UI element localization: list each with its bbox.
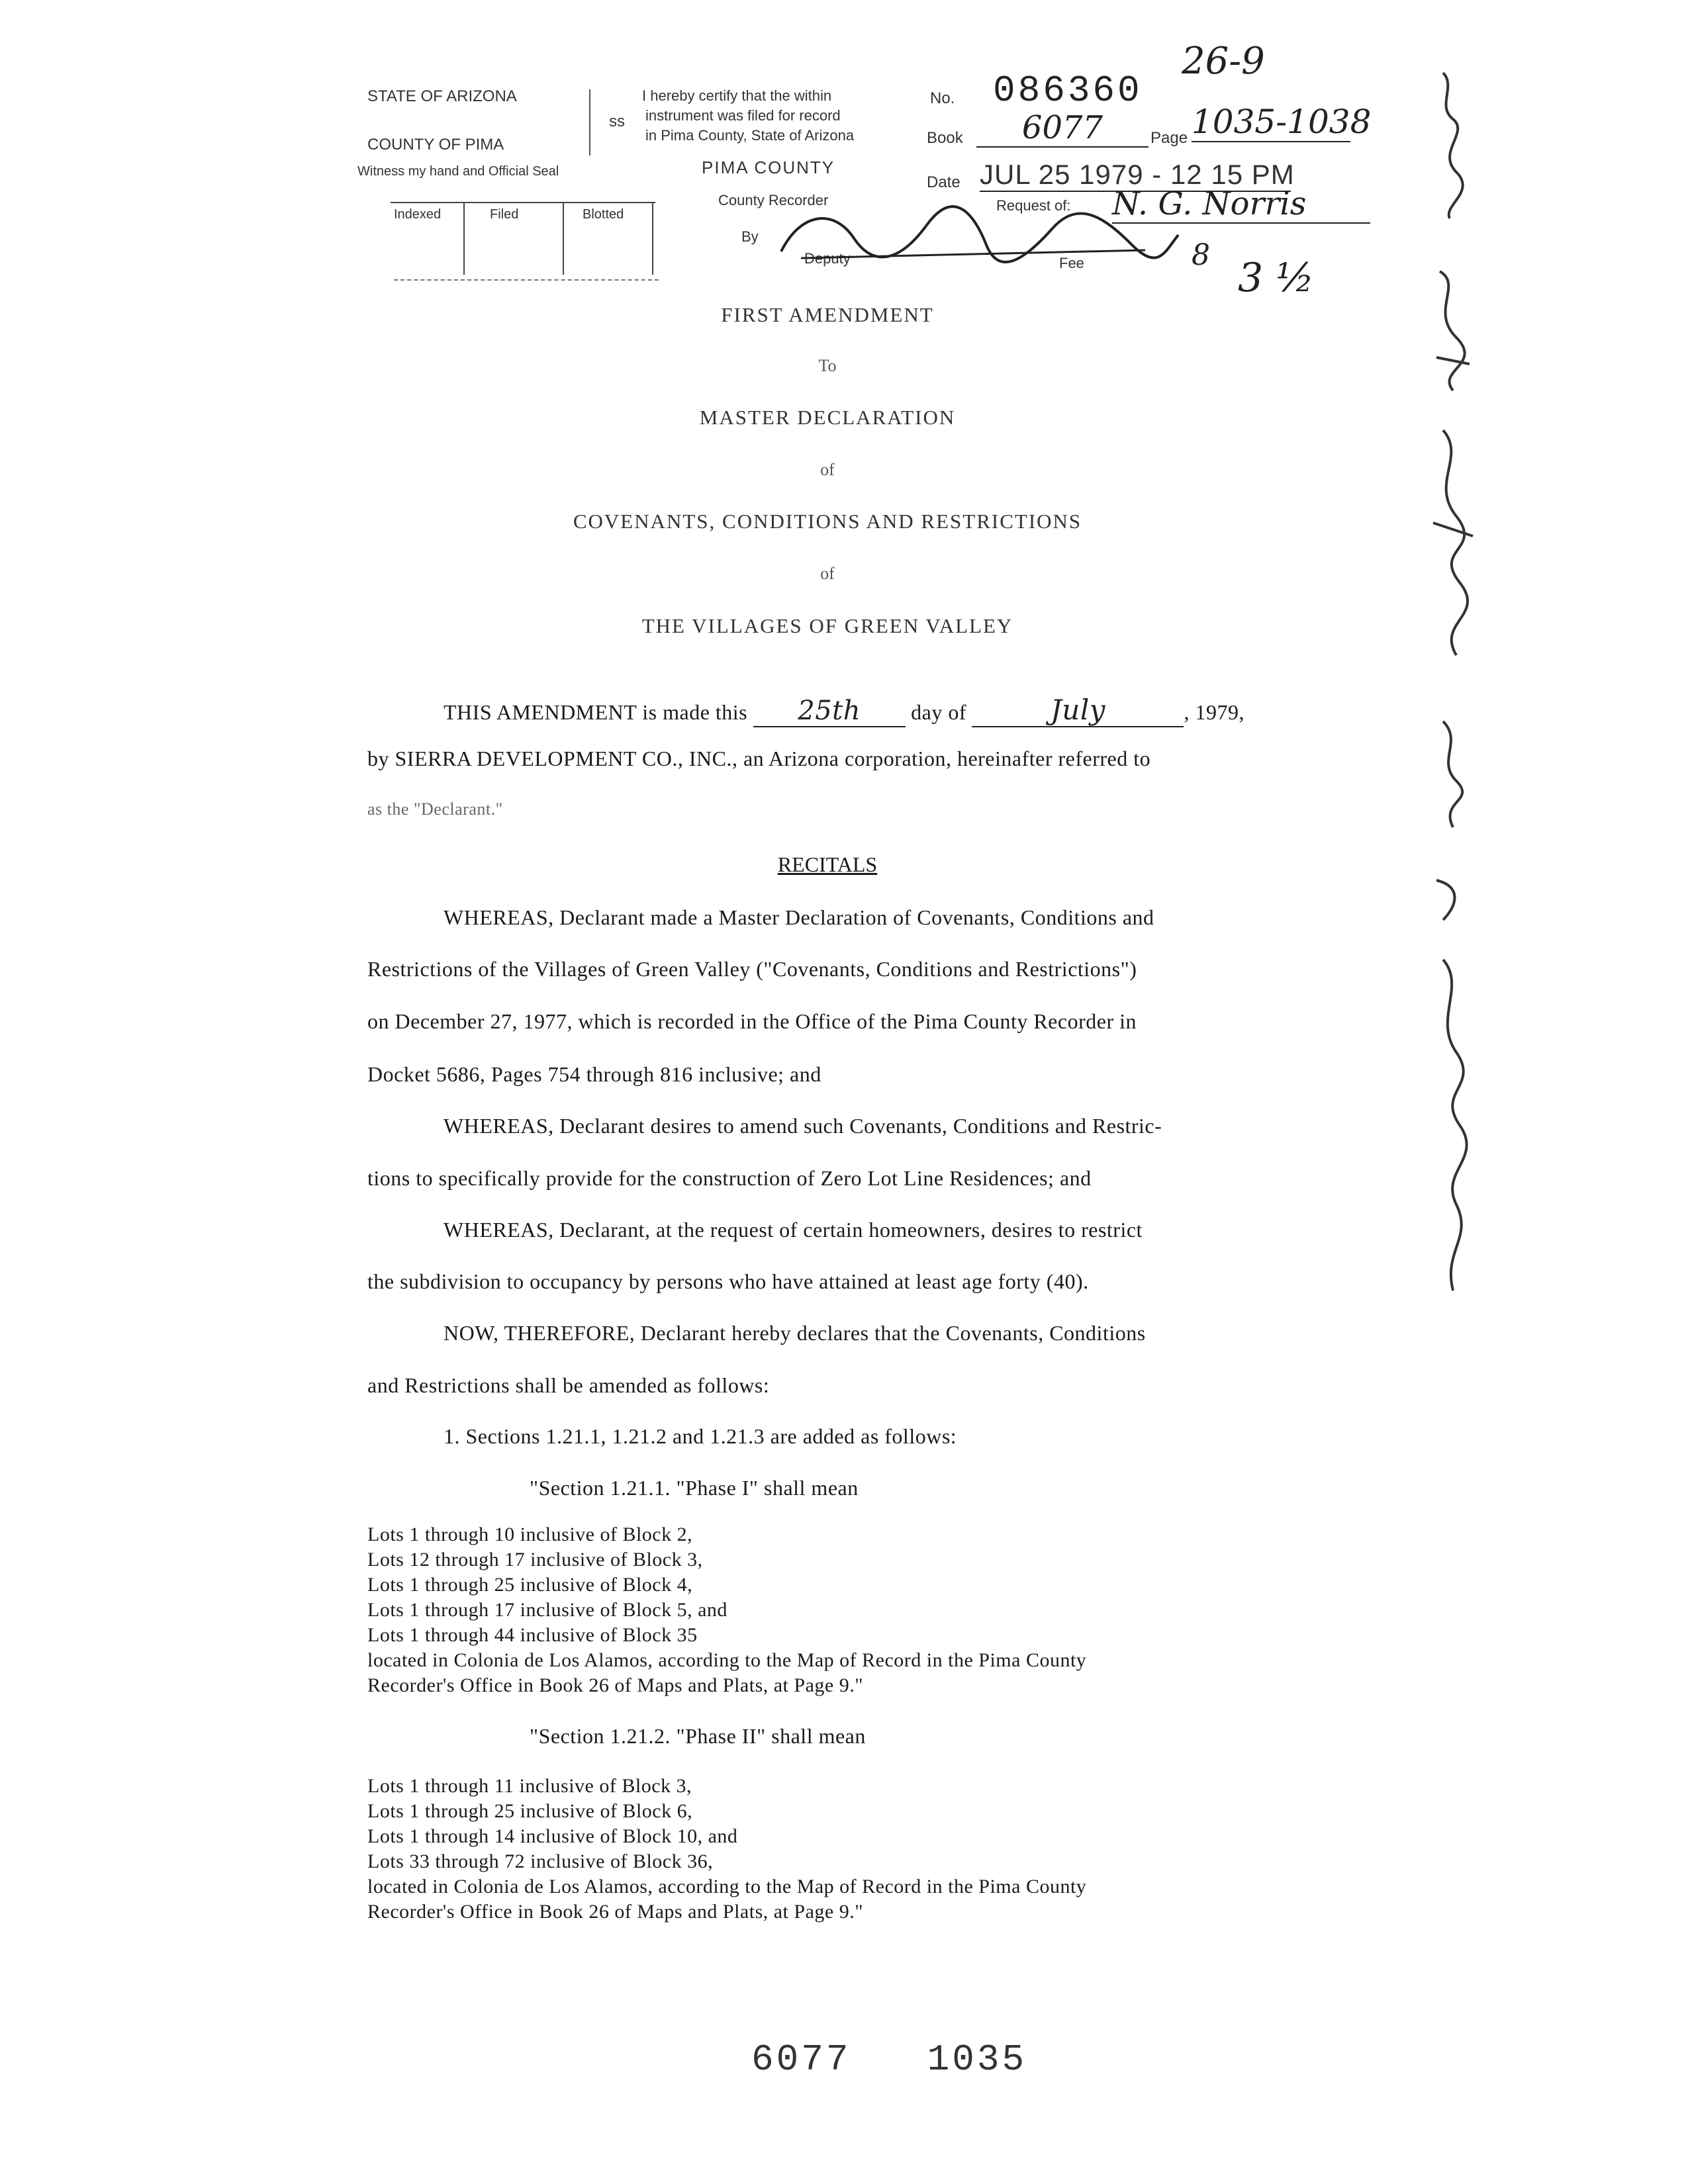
stamp-book-label: Book	[927, 129, 963, 147]
title-line-6: of	[820, 564, 835, 583]
body-line-8: the subdivision to occupancy by persons who have attained at least age forty (40).	[367, 1269, 1089, 1293]
section-1-list	[367, 1522, 1086, 1698]
stamp-fee-note: 3 ½	[1238, 255, 1315, 301]
footer-page-number: 1035	[927, 2038, 1027, 2081]
preamble-line-2: by SIERRA DEVELOPMENT CO., INC., an Arizona corporation, hereinafter referred to	[367, 747, 1151, 770]
section-1-line: Lots 1 through 25 inclusive of Block 4,	[367, 1574, 693, 1596]
stamp-request-value: N. G. Norris	[1112, 185, 1370, 224]
stamp-indexed-label: Indexed	[394, 207, 442, 222]
stamp-state: STATE OF ARIZONA	[367, 87, 517, 105]
stamp-seal-line: Witness my hand and Official Seal	[357, 164, 559, 179]
section-2-line: Lots 1 through 14 inclusive of Block 10, and	[367, 1825, 738, 1847]
body-line-3: on December 27, 1977, which is recorded in the Office of the Pima County Recorder in	[367, 1009, 1137, 1033]
body-line-4: Docket 5686, Pages 754 through 816 inclusive; and	[367, 1062, 821, 1086]
footer-book-page	[751, 2038, 1027, 2081]
body-line-7: WHEREAS, Declarant, at the request of certain homeowners, desires to restrict	[444, 1218, 1143, 1242]
stamp-fee-value: 8	[1192, 238, 1210, 272]
stamp-by-label: By	[741, 228, 759, 245]
top-handwritten-note: 26-9	[1182, 40, 1265, 83]
section-1-line: Lots 1 through 44 inclusive of Block 35	[367, 1624, 698, 1646]
section-2-line: Lots 1 through 11 inclusive of Block 3,	[367, 1775, 692, 1797]
title-line-7: THE VILLAGES OF GREEN VALLEY	[641, 614, 1013, 637]
section-1-heading: "Section 1.21.1. "Phase I" shall mean	[530, 1476, 859, 1500]
stamp-filed-label: Filed	[490, 207, 519, 222]
body-line-5: WHEREAS, Declarant desires to amend such Covenants, Conditions and Restric-	[444, 1114, 1162, 1138]
section-1-line: Lots 1 through 17 inclusive of Block 5, and	[367, 1599, 727, 1621]
stamp-page-value: 1035-1038	[1192, 103, 1372, 141]
section-2-line: Recorder's Office in Book 26 of Maps and Plats, at Page 9."	[367, 1901, 863, 1923]
stamp-divider	[394, 279, 659, 281]
body-line-2: Restrictions of the Villages of Green Valley ("Covenants, Conditions and Restrictions")	[367, 957, 1137, 981]
stamp-blotted-label: Blotted	[583, 207, 624, 222]
stamp-brace	[589, 89, 594, 156]
section-1-line: Lots 12 through 17 inclusive of Block 3,	[367, 1549, 703, 1570]
title-line-5: COVENANTS, CONDITIONS AND RESTRICTIONS	[573, 510, 1082, 533]
margin-handwriting	[1417, 60, 1496, 1317]
title-line-4: of	[820, 460, 835, 479]
stamp-date-value: JUL 25 1979 - 12 15 PM	[980, 159, 1291, 192]
stamp-request-label: Request of:	[996, 197, 1071, 214]
stamp-no-label: No.	[930, 89, 955, 107]
section-2-line: located in Colonia de Los Alamos, according to the Map of Record in the Pima County	[367, 1876, 1087, 1897]
title-line-2: To	[818, 356, 837, 375]
body-line-10: and Restrictions shall be amended as follows:	[367, 1373, 770, 1397]
stamp-certify-3: in Pima County, State of Arizona	[645, 127, 855, 144]
section-2-heading: "Section 1.21.2. "Phase II" shall mean	[530, 1724, 866, 1748]
section-1-line: located in Colonia de Los Alamos, according to the Map of Record in the Pima County	[367, 1649, 1087, 1671]
stamp-deputy-label: Deputy	[804, 250, 851, 267]
stamp-fee-label: Fee	[1059, 255, 1084, 271]
stamp-certify-2: instrument was filed for record	[645, 107, 841, 124]
preamble-month: July	[972, 694, 1184, 727]
stamp-checkbox-grid	[391, 202, 655, 281]
stamp-ss: ss	[609, 113, 625, 130]
section-2-line: Lots 1 through 25 inclusive of Block 6,	[367, 1800, 693, 1822]
stamp-date-label: Date	[927, 173, 961, 191]
stamp-county-recorder: County Recorder	[718, 192, 829, 208]
preamble-line-1	[444, 694, 1244, 727]
preamble-line-3: as the "Declarant."	[367, 799, 503, 819]
deputy-signature	[774, 199, 1185, 271]
stamp-certify-1: I hereby certify that the within	[642, 87, 832, 104]
section-1-line: Recorder's Office in Book 26 of Maps and Plats, at Page 9."	[367, 1674, 863, 1696]
document-number: 086360	[993, 69, 1143, 112]
recitals-heading: RECITALS	[777, 852, 878, 876]
body-line-1: WHEREAS, Declarant made a Master Declaration of Covenants, Conditions and	[444, 905, 1154, 929]
title-line-3: MASTER DECLARATION	[699, 406, 956, 429]
preamble-day: 25th	[753, 696, 906, 727]
stamp-book-value: 6077	[976, 109, 1149, 148]
preamble-year: , 1979,	[1184, 700, 1244, 724]
preamble-part-1: THIS AMENDMENT is made this	[444, 700, 748, 724]
section-2-line: Lots 33 through 72 inclusive of Block 36,	[367, 1850, 714, 1872]
section-2-list	[367, 1774, 1086, 1925]
body-line-9: NOW, THEREFORE, Declarant hereby declares that the Covenants, Conditions	[444, 1321, 1146, 1345]
footer-book-number: 6077	[751, 2038, 851, 2081]
title-line-1: FIRST AMENDMENT	[721, 303, 934, 326]
stamp-recorder-name: PIMA COUNTY	[702, 158, 835, 177]
body-line-6: tions to specifically provide for the construction of Zero Lot Line Residences; and	[367, 1166, 1092, 1190]
section-1-line: Lots 1 through 10 inclusive of Block 2,	[367, 1524, 693, 1545]
stamp-county: COUNTY OF PIMA	[367, 136, 504, 154]
body-line-11: 1. Sections 1.21.1, 1.21.2 and 1.21.3 are added as follows:	[444, 1424, 957, 1448]
preamble-part-2: day of	[911, 700, 966, 724]
stamp-page-label: Page	[1150, 129, 1188, 147]
